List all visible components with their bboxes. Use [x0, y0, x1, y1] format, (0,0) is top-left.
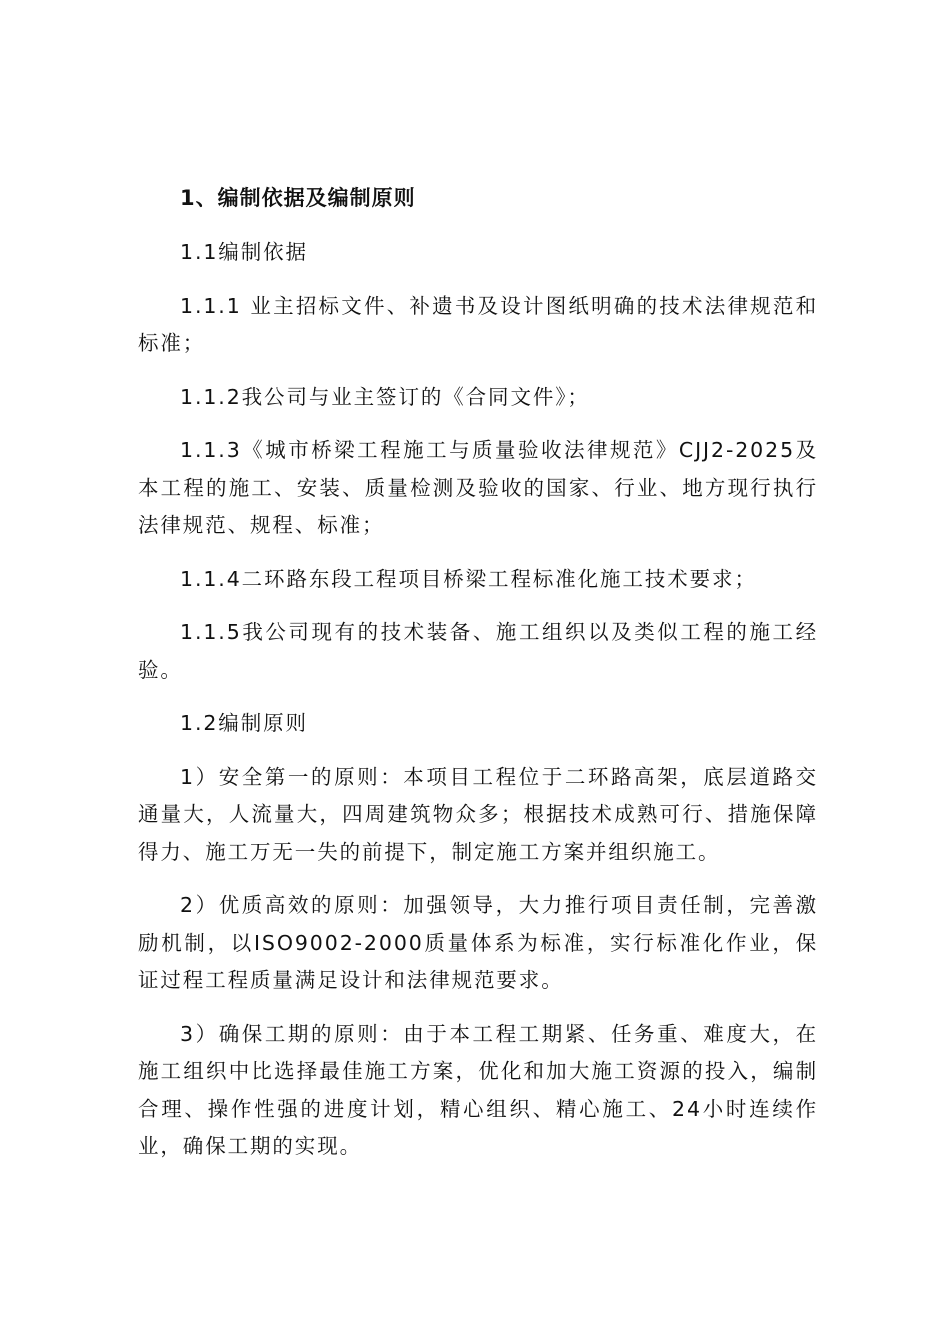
basis-item-3: 1.1.3《城市桥梁工程施工与质量验收法律规范》CJJ2-2025及本工程的施工、安装、质量检测及验收的国家、行业、地方现行执行法律规范、规程、标准； [138, 438, 818, 537]
document-body [138, 180, 818, 1182]
principle-schedule: 3）确保工期的原则：由于本工程工期紧、任务重、难度大，在施工组织中比选择最佳施工方案，优化和加大施工资源的投入，编制合理、操作性强的进度计划，精心组织、精心施工、24小时连续作业，确保工期的实现。 [138, 1021, 818, 1158]
principle-quality: 2）优质高效的原则：加强领导，大力推行项目责任制，完善激励机制，以ISO9002-2000质量体系为标准，实行标准化作业，保证过程工程质量满足设计和法律规范要求。 [138, 893, 818, 992]
basis-item-4: 1.1.4二环路东段工程项目桥梁工程标准化施工技术要求； [180, 566, 757, 591]
principle-safety: 1）安全第一的原则：本项目工程位于二环路高架，底层道路交通量大，人流量大，四周建筑物众多；根据技术成熟可行、措施保障得力、施工万无一失的前提下，制定施工方案并组织施工。 [138, 764, 818, 864]
principles-subtitle: 1.2编制原则 [180, 711, 308, 735]
section-title: 1、编制依据及编制原则 [180, 186, 416, 210]
basis-subtitle: 1.1编制依据 [180, 240, 308, 264]
basis-item-5: 1.1.5我公司现有的技术装备、施工组织以及类似工程的施工经验。 [138, 620, 818, 682]
basis-item-2: 1.1.2我公司与业主签订的《合同文件》； [180, 384, 590, 409]
basis-item-1: 1.1.1 业主招标文件、补遗书及设计图纸明确的技术法律规范和标准； [138, 293, 818, 355]
